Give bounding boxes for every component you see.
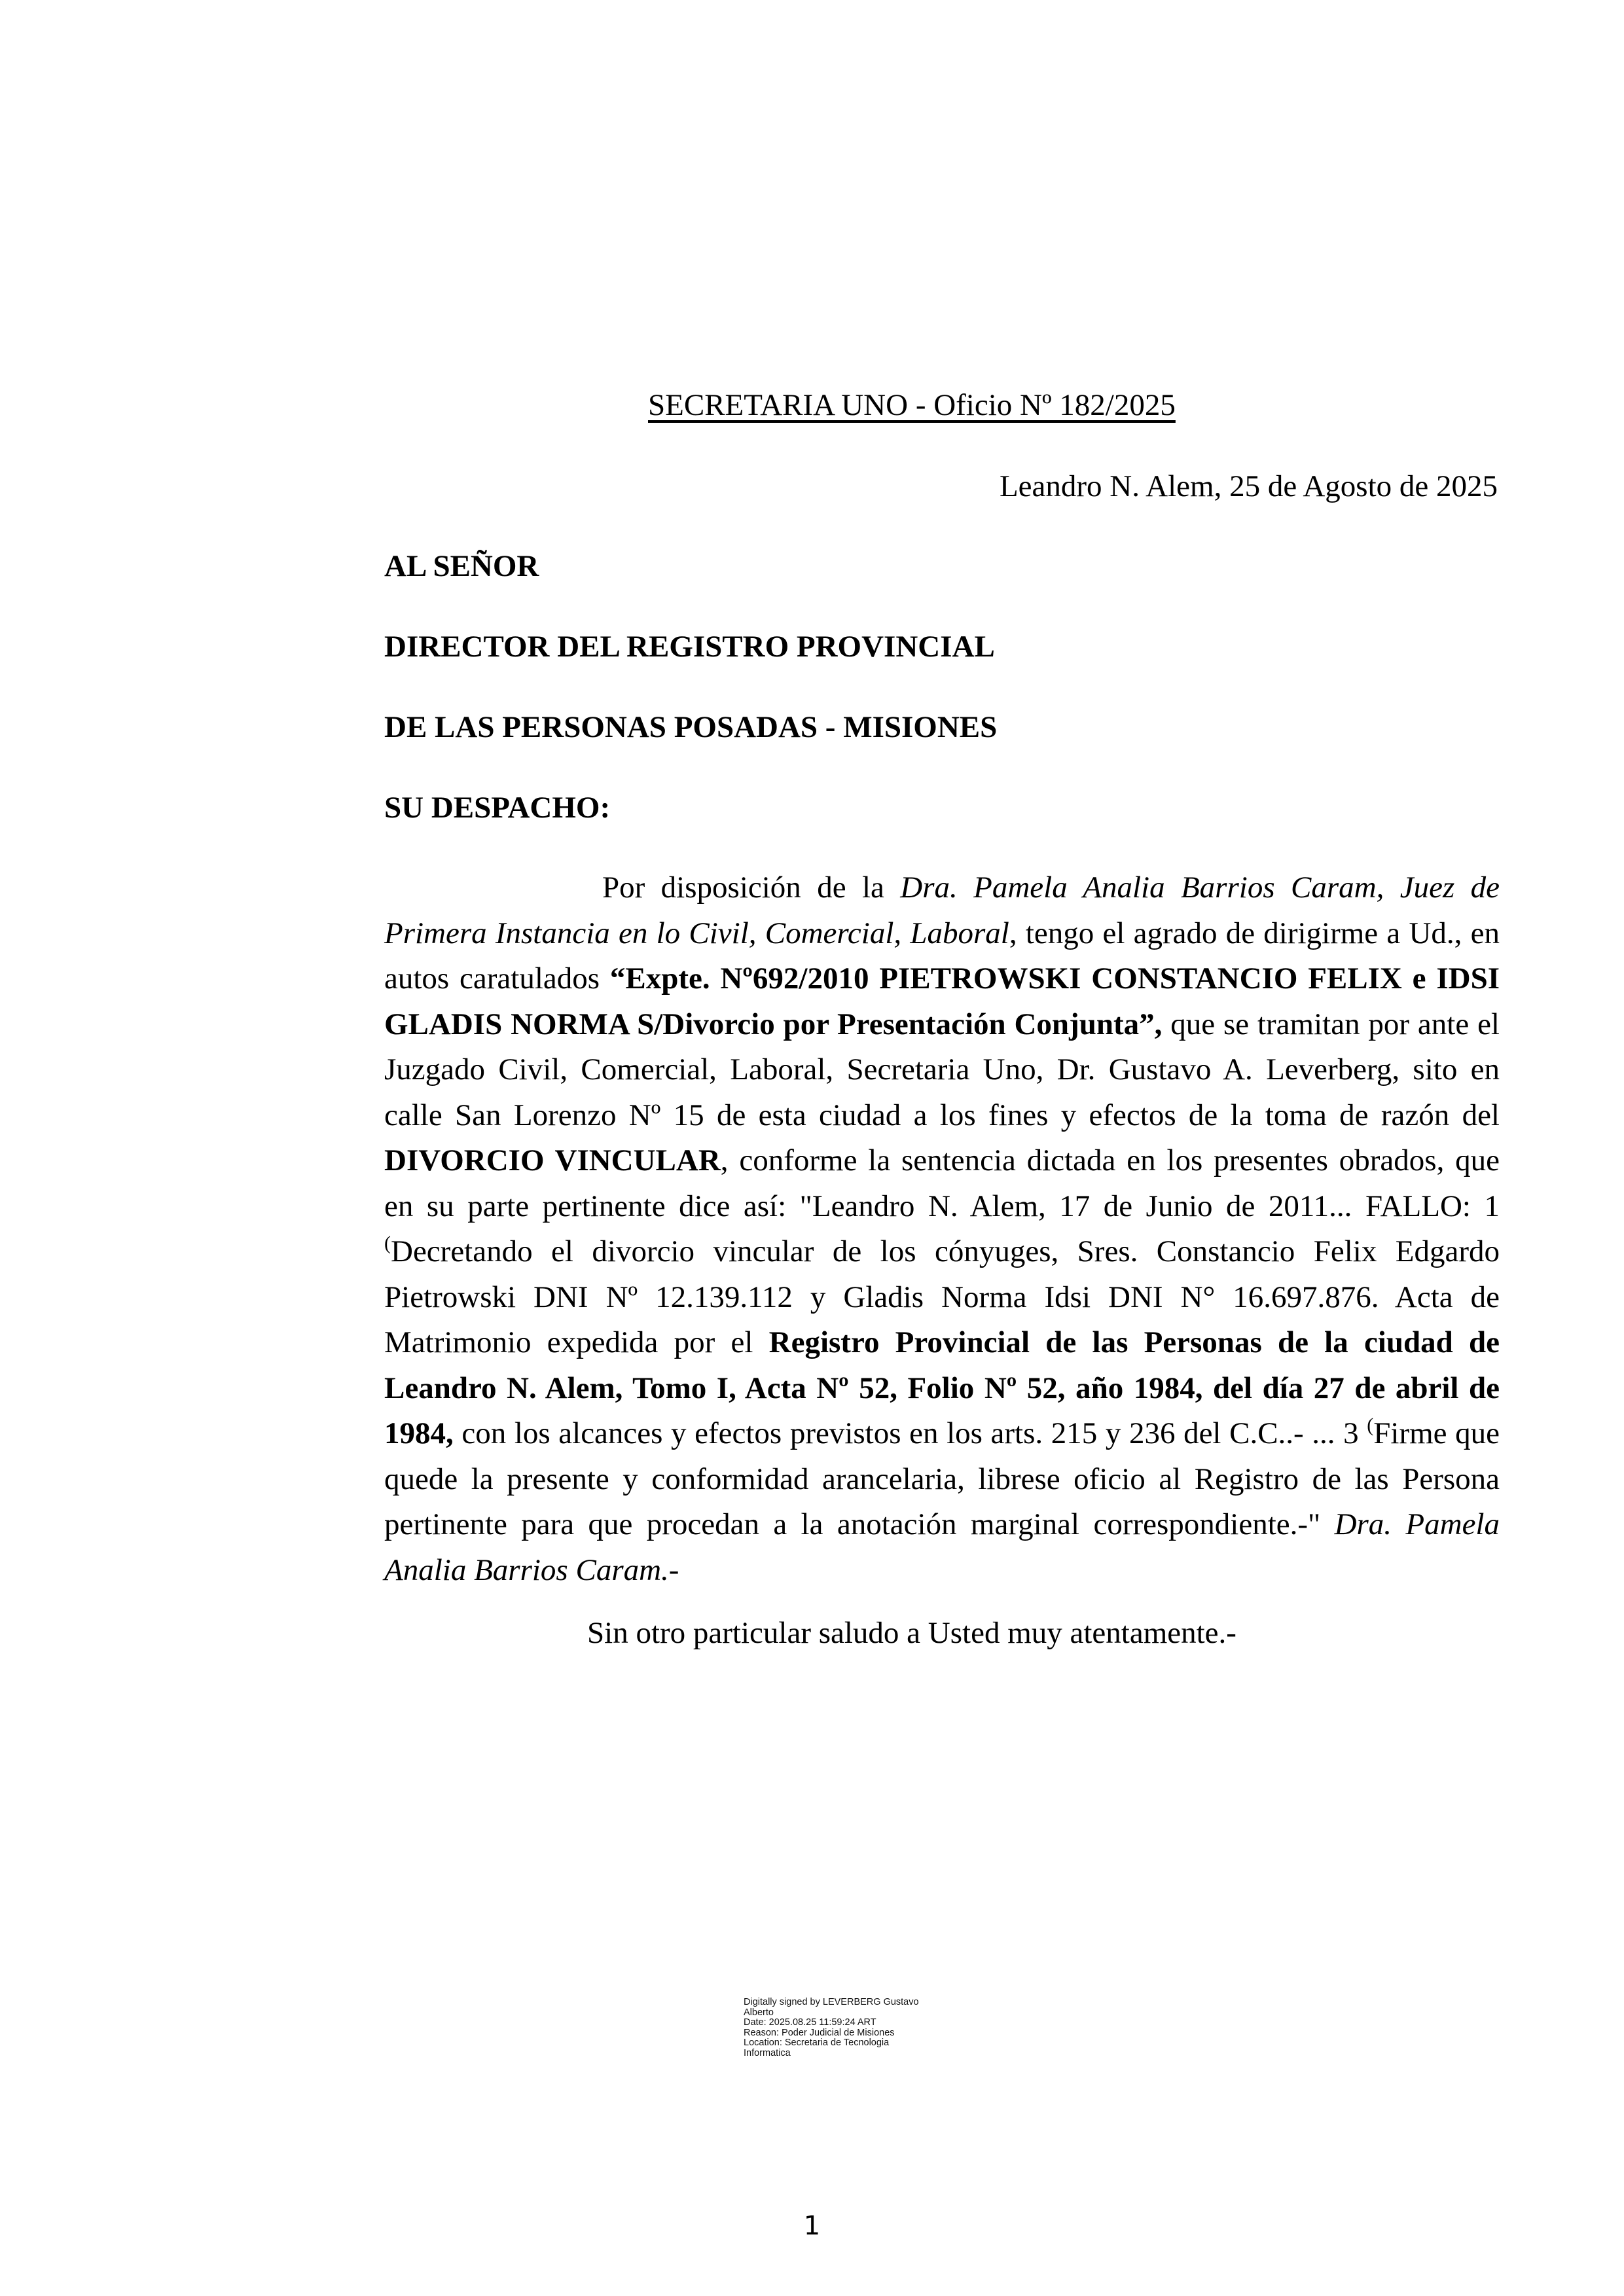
document-title: SECRETARIA UNO - Oficio Nº 182/2025 <box>648 388 1176 422</box>
digital-signature-block <box>744 1998 919 2058</box>
case-caption: “Expte. Nº692/2010 PIETROWSKI CONSTANCIO FELIX e IDSI GLADIS NORMA S/Divorcio por Presentación Conjunta”, <box>384 961 1500 1041</box>
signature-line-6: Informatica <box>744 2047 791 2058</box>
addressee-line-1: AL SEÑOR <box>384 549 539 583</box>
body-paragraph <box>384 865 1500 1593</box>
signature-line-2: Alberto <box>744 2007 774 2018</box>
body-text-5: que se tramitan por ante el Juzgado Civil, Comercial, Laboral, Secretaria Uno, Dr. Gustavo A. Leverberg, sito en calle San Lorenzo Nº 15 de esta ciudad a los fines y efectos de la toma de razón del <box>384 1007 1500 1132</box>
superscript-mark-2: ( <box>1367 1414 1374 1436</box>
body-text-3: , tengo el agrado de dirigirme a Ud., en autos caratulados <box>384 916 1500 996</box>
body-text-13: Firme que quede la presente y conformidad arancelaria, librese oficio al Registro de las Persona pertinente para que procedan a la anotación marginal correspondiente.-" <box>384 1416 1500 1541</box>
body-text-9: Decretando el divorcio vincular de los cónyuges, Sres. Constancio Felix Edgardo Pietrowski DNI Nº 12.139.112 y Gladis Norma Idsi DNI N° 16.697.876. Acta de Matrimonio expedida por el <box>384 1234 1500 1359</box>
registry-details: Registro Provincial de las Personas de la ciudad de Leandro N. Alem, Tomo I, Acta Nº 52, Folio Nº 52, año 1984, del día 27 de abril de 1984, <box>384 1325 1500 1450</box>
superscript-mark-1: ( <box>384 1232 391 1254</box>
place-date: Leandro N. Alem, 25 de Agosto de 2025 <box>999 469 1498 503</box>
body-text-1: Por disposición de la <box>602 870 901 905</box>
page-number: 1 <box>803 2211 821 2241</box>
body-text-11: con los alcances y efectos previstos en los arts. 215 y 236 del C.C..- ... 3 <box>453 1416 1367 1450</box>
signature-line-1: Digitally signed by LEVERBERG Gustavo <box>744 1997 919 2007</box>
body-text-15: - <box>668 1552 679 1587</box>
signature-location: Location: Secretaria de Tecnologia <box>744 2037 890 2048</box>
signature-reason: Reason: Poder Judicial de Misiones <box>744 2027 895 2038</box>
addressee-line-2: DIRECTOR DEL REGISTRO PROVINCIAL <box>384 630 995 664</box>
signature-date: Date: 2025.08.25 11:59:24 ART <box>744 2017 876 2028</box>
body-text-7: , conforme la sentencia dictada en los presentes obrados, que en su parte pertinente dice así: "Leandro N. Alem, 17 de Junio de 2011... FALLO: 1 <box>384 1143 1500 1223</box>
addressee-line-4: SU DESPACHO: <box>384 791 611 825</box>
judge-signature-name: Dra. Pamela Analia Barrios Caram. <box>384 1507 1500 1587</box>
addressee-line-3: DE LAS PERSONAS POSADAS - MISIONES <box>384 710 998 744</box>
divorce-type: DIVORCIO VINCULAR <box>384 1143 721 1177</box>
closing-line: Sin otro particular saludo a Usted muy atentamente.- <box>587 1616 1236 1650</box>
judge-name-title: Dra. Pamela Analia Barrios Caram, Juez de Primera Instancia en lo Civil, Comercial, Laboral <box>384 870 1500 950</box>
